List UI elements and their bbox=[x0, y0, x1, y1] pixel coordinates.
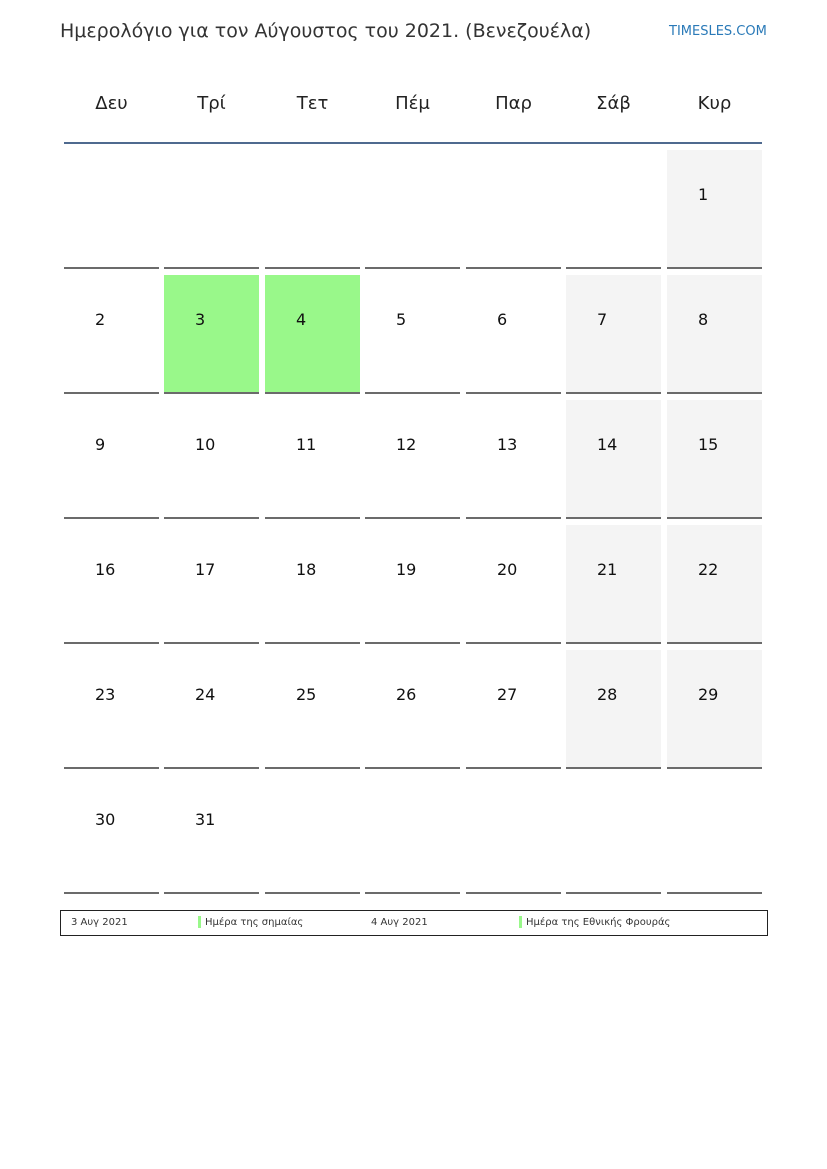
day-number: 15 bbox=[698, 435, 719, 454]
legend-date: 4 Αυγ 2021 bbox=[371, 917, 428, 928]
empty-day-cell bbox=[365, 150, 460, 269]
day-number: 17 bbox=[195, 560, 216, 579]
brand-link[interactable]: TIMESLES.COM bbox=[669, 24, 767, 39]
day-number: 12 bbox=[396, 435, 417, 454]
day-cell[interactable] bbox=[365, 650, 460, 769]
day-number: 10 bbox=[195, 435, 216, 454]
day-cell[interactable] bbox=[667, 525, 762, 644]
day-number: 20 bbox=[497, 560, 518, 579]
empty-day-cell bbox=[265, 150, 360, 269]
day-cell[interactable] bbox=[667, 150, 762, 269]
day-cell[interactable] bbox=[667, 275, 762, 394]
page-title: Ημερολόγιο για τον Αύγουστος του 2021. (Βενεζουέλα) bbox=[60, 20, 592, 42]
day-cell[interactable] bbox=[466, 275, 561, 394]
legend-color-marker bbox=[198, 916, 201, 928]
day-cell[interactable] bbox=[164, 775, 259, 894]
day-number: 7 bbox=[597, 310, 608, 329]
holiday-day-cell[interactable] bbox=[164, 275, 259, 394]
holiday-day-cell[interactable] bbox=[265, 275, 360, 394]
day-cell[interactable] bbox=[566, 275, 661, 394]
weekday-wed: Τετ bbox=[296, 93, 329, 114]
day-cell[interactable] bbox=[365, 400, 460, 519]
weekday-thu: Πέμ bbox=[395, 93, 430, 114]
empty-day-cell bbox=[566, 775, 661, 894]
day-number: 14 bbox=[597, 435, 618, 454]
day-number: 25 bbox=[296, 685, 317, 704]
day-cell[interactable] bbox=[64, 275, 159, 394]
weekday-mon: Δευ bbox=[95, 93, 128, 114]
day-number: 29 bbox=[698, 685, 719, 704]
day-cell[interactable] bbox=[566, 400, 661, 519]
day-number: 3 bbox=[195, 310, 206, 329]
legend-date: 3 Αυγ 2021 bbox=[71, 917, 128, 928]
day-number: 27 bbox=[497, 685, 518, 704]
day-cell[interactable] bbox=[265, 400, 360, 519]
weekday-sun: Κυρ bbox=[697, 93, 732, 114]
day-cell[interactable] bbox=[566, 525, 661, 644]
day-cell[interactable] bbox=[64, 400, 159, 519]
day-cell[interactable] bbox=[164, 525, 259, 644]
day-cell[interactable] bbox=[164, 400, 259, 519]
legend-holiday-name: Ημέρα της Εθνικής Φρουράς bbox=[526, 917, 671, 928]
day-number: 4 bbox=[296, 310, 307, 329]
day-number: 2 bbox=[95, 310, 106, 329]
day-number: 8 bbox=[698, 310, 709, 329]
day-cell[interactable] bbox=[466, 650, 561, 769]
legend-holiday-name: Ημέρα της σημαίας bbox=[205, 917, 304, 928]
day-cell[interactable] bbox=[64, 775, 159, 894]
empty-day-cell bbox=[64, 150, 159, 269]
day-cell[interactable] bbox=[667, 650, 762, 769]
day-cell[interactable] bbox=[365, 275, 460, 394]
empty-day-cell bbox=[667, 775, 762, 894]
day-number: 28 bbox=[597, 685, 618, 704]
weekday-tue: Τρί bbox=[197, 93, 226, 114]
day-number: 21 bbox=[597, 560, 618, 579]
day-cell[interactable] bbox=[667, 400, 762, 519]
empty-day-cell bbox=[466, 775, 561, 894]
day-number: 19 bbox=[396, 560, 417, 579]
day-number: 9 bbox=[95, 435, 106, 454]
day-number: 24 bbox=[195, 685, 216, 704]
weekday-sat: Σάβ bbox=[596, 93, 631, 114]
day-cell[interactable] bbox=[566, 650, 661, 769]
header-divider bbox=[64, 142, 762, 144]
day-number: 11 bbox=[296, 435, 317, 454]
day-cell[interactable] bbox=[64, 650, 159, 769]
day-number: 30 bbox=[95, 810, 116, 829]
day-number: 23 bbox=[95, 685, 116, 704]
holiday-legend bbox=[60, 910, 768, 936]
day-cell[interactable] bbox=[265, 650, 360, 769]
empty-day-cell bbox=[365, 775, 460, 894]
empty-day-cell bbox=[265, 775, 360, 894]
day-number: 31 bbox=[195, 810, 216, 829]
day-cell[interactable] bbox=[365, 525, 460, 644]
day-cell[interactable] bbox=[466, 525, 561, 644]
day-number: 26 bbox=[396, 685, 417, 704]
day-number: 5 bbox=[396, 310, 407, 329]
day-number: 18 bbox=[296, 560, 317, 579]
day-cell[interactable] bbox=[64, 525, 159, 644]
day-number: 1 bbox=[698, 185, 709, 204]
day-number: 6 bbox=[497, 310, 508, 329]
day-number: 13 bbox=[497, 435, 518, 454]
weekday-fri: Παρ bbox=[495, 93, 532, 114]
day-number: 16 bbox=[95, 560, 116, 579]
day-number: 22 bbox=[698, 560, 719, 579]
empty-day-cell bbox=[466, 150, 561, 269]
day-cell[interactable] bbox=[265, 525, 360, 644]
day-cell[interactable] bbox=[164, 650, 259, 769]
legend-color-marker bbox=[519, 916, 522, 928]
empty-day-cell bbox=[566, 150, 661, 269]
day-cell[interactable] bbox=[466, 400, 561, 519]
empty-day-cell bbox=[164, 150, 259, 269]
